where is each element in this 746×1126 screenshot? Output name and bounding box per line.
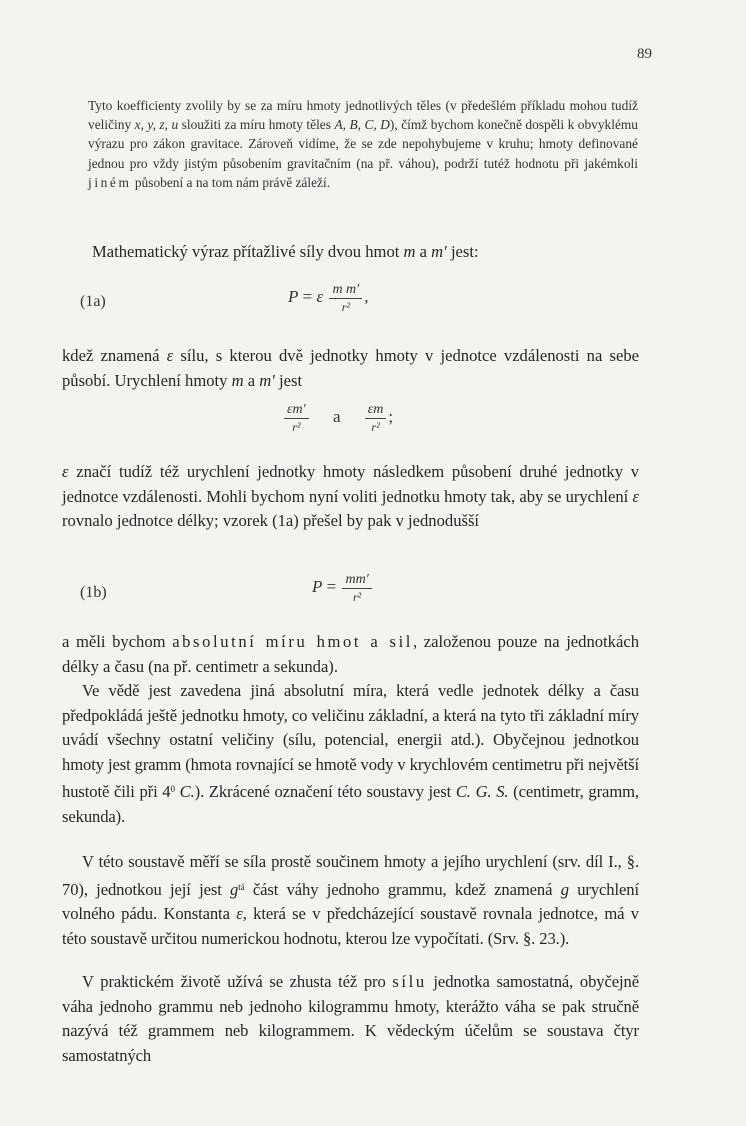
accel-den-2: r²: [371, 420, 380, 434]
math-intro-tail: jest:: [446, 242, 479, 261]
fraction-mm-r2: [329, 282, 362, 314]
var-m: m: [231, 370, 244, 390]
fraction-mm-r2: [342, 572, 371, 604]
kdez-text-3: a: [243, 370, 260, 390]
absolute-text-1: a měli bychom: [62, 632, 173, 651]
eq-sign: =: [302, 286, 313, 306]
var-ab: A, B,: [334, 117, 361, 133]
spaced-absolutni-miru: absolutní míru hmot a sil: [172, 632, 414, 651]
spaced-silu: sílu: [392, 972, 427, 991]
eq-epsilon: ε: [316, 286, 324, 306]
intro-line-2b: sloužiti za míru hmoty těles: [178, 117, 335, 133]
acceleration-formulas: [0, 396, 746, 456]
eq-lhs-P: P: [312, 576, 323, 596]
equation-1b-body: [312, 572, 374, 604]
frac-numerator: m m′: [332, 282, 360, 297]
var-g: g: [560, 879, 569, 899]
fraction-em-r2: [365, 402, 387, 434]
eq-sign: =: [326, 576, 337, 596]
equation-label-1a: (1a): [80, 293, 106, 310]
system-text-3: urychlení volného pádu. Konstanta: [62, 879, 639, 924]
var-cd: C, D: [364, 117, 390, 133]
practical-text-1: V praktickém životě užívá se zhusta též pro: [82, 972, 393, 991]
page-number: 89: [637, 46, 652, 62]
var-m: m: [403, 242, 416, 261]
spaced-jinem: jiném: [88, 174, 132, 190]
sup-ta: tá: [238, 881, 245, 892]
accel-den-1: r²: [292, 420, 301, 434]
fraction-em-prime-r2: [284, 402, 309, 434]
science-text-2: ). Zkrácené označení této soustavy jest: [194, 782, 456, 802]
science-text-3: (centimetr, gramm, sekunda).: [62, 782, 639, 826]
frac-numerator: mm′: [345, 572, 369, 587]
kdez-text-4: jest: [274, 370, 303, 390]
equation-1a-body: [288, 282, 368, 314]
conj-a: a: [415, 242, 432, 261]
practical-text-2: jednotka samostatná, obyčejně váha jednoho grammu neb jednoho kilogrammu hmoty, kterážto váha se pak stručně nazývá též grammem neb kilogrammem. K vědeckým účelům se soustava čtyr samostatných: [62, 972, 639, 1065]
paragraph-absolute: [62, 630, 639, 679]
frac-denominator: r²: [341, 300, 350, 314]
acceleration-body: [282, 402, 393, 434]
intro-line-6b: působení a na tom nám právě záleží.: [131, 174, 331, 190]
system-text-2: část váhy jednoho grammu, kdež znamená: [244, 879, 561, 899]
eq-lhs-P: P: [288, 286, 299, 306]
fraction-bar: [284, 418, 309, 419]
equation-1b: [0, 566, 746, 626]
intro-line-3: ), čímž bychom konečně dospěli k obvyklému výrazu pro zákon gravitace.: [88, 117, 639, 152]
fraction-bar: [329, 298, 362, 299]
math-intro-text: Mathematický výraz přítažlivé síly dvou hmot: [92, 242, 404, 261]
var-g: g: [230, 879, 239, 899]
accel-semicolon: ;: [388, 406, 394, 426]
math-intro: [62, 240, 639, 265]
paragraph-epsilon: [62, 460, 639, 534]
accel-and: a: [332, 406, 341, 426]
system-text-4: , která se v předcházející soustavě rovnala jednotce, má v této soustavě určitou numerickou hodnotu, kterou lze vypočítati. (Srv. §. 23.).: [62, 904, 640, 948]
system-text-1: V této soustavě měří se síla prostě součinem hmoty a jejího urychlení (srv. díl I., §. 70), jednotkou její jest: [62, 852, 639, 899]
cgs-abbrev: C. G. S.: [455, 782, 509, 802]
intro-line-6a: při jakémkoli: [564, 155, 638, 171]
var-epsilon: ε: [632, 486, 639, 506]
intro-line-5: pro vždy jistým působením gravitačním (na př. váhou), podrží tutéž hodnotu: [129, 155, 559, 171]
celsius-c: C.: [179, 782, 195, 802]
eq-comma: ,: [364, 286, 369, 306]
intro-line-1: Tyto koefficienty zvolily by se za míru hmoty jednotlivých těles (v předešlém: [88, 98, 517, 113]
absolute-text-2: , založenou pouze na jednotkách délky a času (na př. centimetr a sekunda).: [62, 632, 639, 676]
paragraph-system: [62, 850, 639, 951]
var-epsilon: ε: [236, 904, 243, 924]
paragraph-kdez: [62, 344, 639, 393]
paragraph-science: [62, 679, 639, 830]
eps-text-1: značí tudíž též urychlení jednotky hmoty následkem působení druhé jednotky v jednotce vzdálenosti. Mohli bychom nyní voliti jednotku hmoty tak, aby se urychlení: [62, 462, 639, 506]
intro-paragraph: [88, 96, 638, 192]
intro-line-2a: příkladu mohou tudíž veličiny: [88, 98, 638, 133]
var-epsilon: ε: [166, 346, 174, 365]
frac-denominator: r²: [352, 590, 362, 604]
var-epsilon: ε: [62, 462, 69, 481]
equation-label-1b: (1b): [80, 584, 107, 601]
equation-1a: [0, 276, 746, 336]
intro-line-4: Zároveň vidíme, že se zde nepohybujeme v kruhu; hmoty definované jednou: [88, 136, 638, 171]
eps-text-2: rovnalo jednotce délky; vzorek (1a) přešel by pak v jednodušší: [62, 511, 480, 531]
kdez-text-2: sílu, s kterou dvě jednotky hmoty v jednotce vzdálenosti na sebe působí. Urychlení hmoty: [62, 346, 640, 390]
fraction-bar: [365, 418, 387, 419]
var-m-prime: m′: [259, 370, 275, 390]
var-xyzu: x, y, z, u: [134, 117, 179, 133]
var-m-prime: m′: [431, 242, 447, 261]
science-text: Ve vědě jest zavedena jiná absolutní míra, která vedle jednotek délky a času předpokládá ještě jednotku hmoty, co veličinu základní, a která na tyto tři základní míry uvádí všechny ostatní veličiny (sílu, potencial, energii atd.). Obyčejnou jednotkou hmoty jest gramm (hmota rovnající se hmotě vody v krychlovém centimetru při největší hustotě čili při 4: [62, 681, 639, 802]
degree-sup: 0: [170, 784, 175, 795]
kdez-text-1: kdež znamená: [62, 346, 167, 365]
fraction-bar: [342, 588, 371, 589]
paragraph-practical: [62, 970, 639, 1068]
accel-num-1: εm′: [287, 402, 306, 417]
accel-num-2: εm: [367, 402, 384, 417]
